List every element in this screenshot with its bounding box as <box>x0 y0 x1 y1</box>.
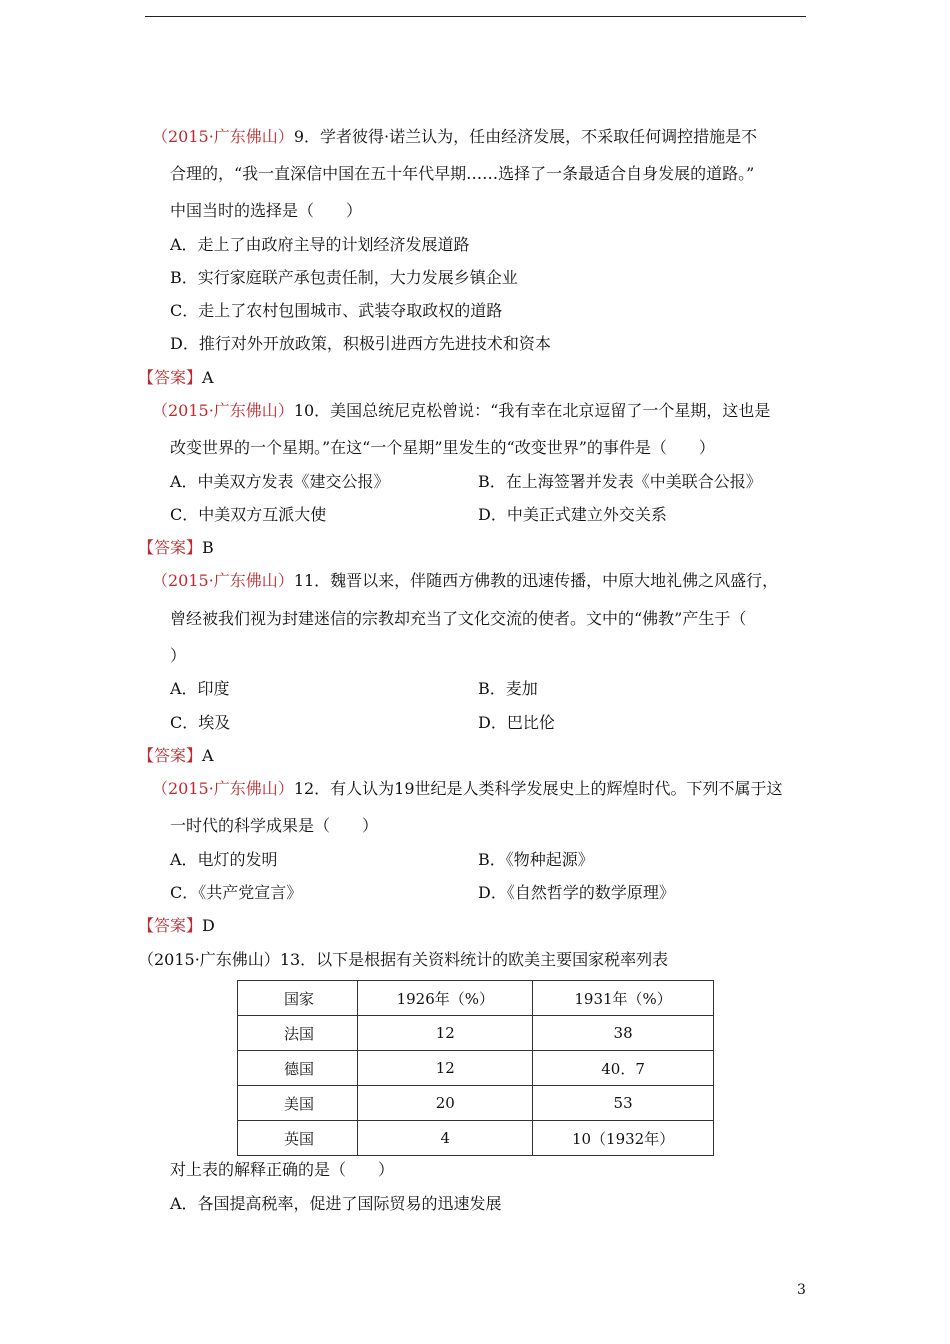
q10-option-c: C．中美双方互派大使 <box>170 505 327 524</box>
q9-option-a: A．走上了由政府主导的计划经济发展道路 <box>170 235 470 254</box>
q12-line2: 一时代的科学成果是（ ） <box>170 816 379 835</box>
q9-option-b: B．实行家庭联产承包责任制，大力发展乡镇企业 <box>170 268 518 287</box>
table-cell: 12 <box>358 1051 533 1086</box>
table-cell: 53 <box>533 1086 714 1121</box>
q11-line1: （2015·广东佛山）11．魏晋以来，伴随西方佛教的迅速传播，中原大地礼佛之风盛行， <box>152 571 779 590</box>
q11-option-a: A．印度 <box>170 679 230 698</box>
q9-line2: 合理的，“我一直深信中国在五十年代早期……选择了一条最适合自身发展的道路。” <box>170 164 755 183</box>
table-cell: 12 <box>358 1016 533 1051</box>
q9-line3: 中国当时的选择是（ ） <box>170 201 363 220</box>
page-number: 3 <box>797 1282 806 1298</box>
q9-option-c: C．走上了农村包围城市、武装夺取政权的道路 <box>170 301 503 320</box>
q10-option-d: D．中美正式建立外交关系 <box>478 505 667 524</box>
table-header-cell: 1926年（%） <box>358 981 533 1016</box>
q10-answer: 【答案】B <box>138 538 214 557</box>
q13-line2: 对上表的解释正确的是（ ） <box>170 1160 395 1179</box>
q10-line1: （2015·广东佛山）10．美国总统尼克松曾说：“我有幸在北京逗留了一个星期，这也是 <box>152 401 771 420</box>
table-cell: 40．7 <box>533 1051 714 1086</box>
tax-rate-table <box>237 980 714 1156</box>
table-cell: 10（1932年） <box>533 1121 714 1156</box>
table-header-cell: 1931年（%） <box>533 981 714 1016</box>
q13-option-a: A．各国提高税率，促进了国际贸易的迅速发展 <box>170 1194 502 1213</box>
table-row <box>238 1086 714 1121</box>
q9-source: （2015·广东佛山） <box>152 127 294 146</box>
table-header-cell: 国家 <box>238 981 358 1016</box>
q9-line1: （2015·广东佛山）9．学者彼得·诺兰认为，任由经济发展，不采取任何调控措施是不 <box>152 127 758 146</box>
q12-option-c: C．《共产党宣言》 <box>170 883 303 902</box>
q12-option-d: D．《自然哲学的数学原理》 <box>478 883 675 902</box>
table-header-row <box>238 981 714 1016</box>
q12-line1: （2015·广东佛山）12．有人认为19世纪是人类科学发展史上的辉煌时代。下列不属于这 <box>152 779 783 798</box>
q13-source: （2015·广东佛山） <box>138 950 280 969</box>
q10-option-a: A．中美双方发表《建交公报》 <box>170 472 390 491</box>
q12-answer: 【答案】D <box>138 916 215 935</box>
q11-source: （2015·广东佛山） <box>152 571 294 590</box>
header-rule <box>145 16 806 17</box>
table-cell: 法国 <box>238 1016 358 1051</box>
table-cell: 20 <box>358 1086 533 1121</box>
table-cell: 德国 <box>238 1051 358 1086</box>
q9-option-d: D．推行对外开放政策，积极引进西方先进技术和资本 <box>170 334 551 353</box>
table-cell: 38 <box>533 1016 714 1051</box>
q10-option-b: B．在上海签署并发表《中美联合公报》 <box>478 472 762 491</box>
q9-answer: 【答案】A <box>138 368 214 387</box>
q12-option-a: A．电灯的发明 <box>170 850 278 869</box>
table-row <box>238 1051 714 1086</box>
q12-source: （2015·广东佛山） <box>152 779 294 798</box>
table-cell: 4 <box>358 1121 533 1156</box>
q11-answer: 【答案】A <box>138 746 214 765</box>
table-cell: 美国 <box>238 1086 358 1121</box>
q11-line3: ） <box>170 646 187 665</box>
q11-option-c: C．埃及 <box>170 713 231 732</box>
q10-line2: 改变世界的一个星期。”在这“一个星期”里发生的“改变世界”的事件是（ ） <box>170 438 715 457</box>
table-row <box>238 1121 714 1156</box>
q11-option-d: D．巴比伦 <box>478 713 555 732</box>
q11-option-b: B．麦加 <box>478 679 538 698</box>
table-row <box>238 1016 714 1051</box>
q11-line2: 曾经被我们视为封建迷信的宗教却充当了文化交流的使者。文中的“佛教”产生于（ <box>170 609 747 628</box>
q13-line1: （2015·广东佛山）13．以下是根据有关资料统计的欧美主要国家税率列表 <box>138 950 669 969</box>
q10-source: （2015·广东佛山） <box>152 401 294 420</box>
q12-option-b: B．《物种起源》 <box>478 850 594 869</box>
table-cell: 英国 <box>238 1121 358 1156</box>
